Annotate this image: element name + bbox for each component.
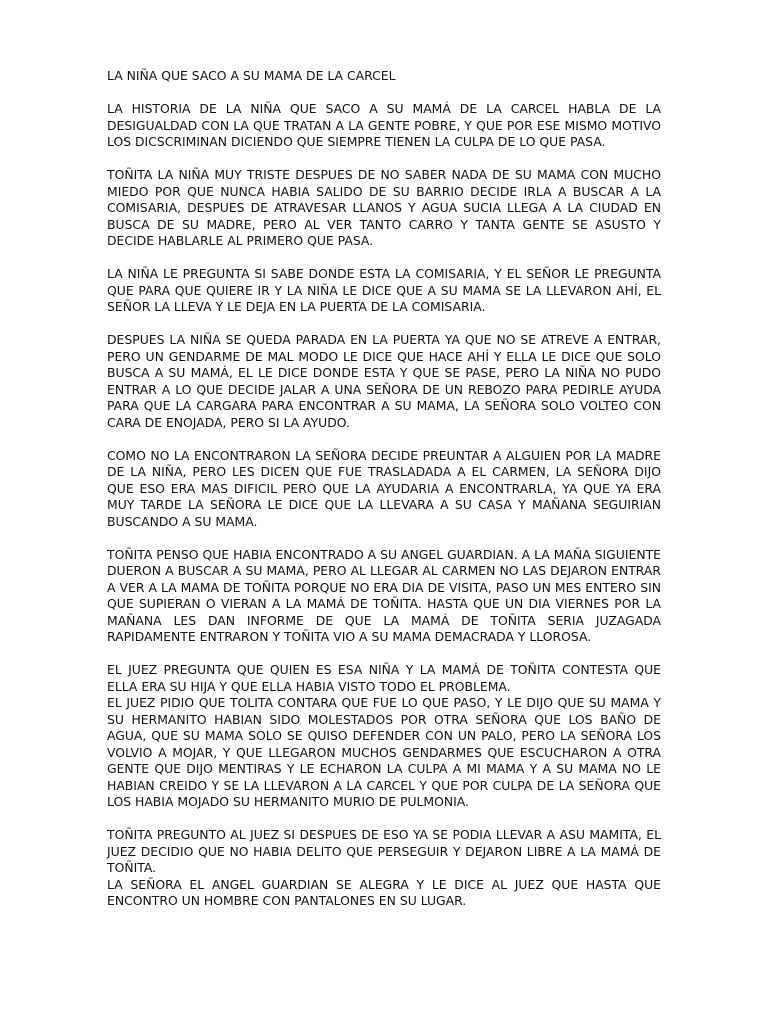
paragraph-intro: LA HISTORIA DE LA NIÑA QUE SACO A SU MAMÁ DE LA CARCEL HABLA DE LA DESIGUALDAD CON LA QUE TRATAN A LA GENTE POBRE, Y QUE POR ESE MISMO MOTIVO LOS DICSCRIMINAN DICIENDO QUE SIEMPRE TIENEN LA CULPA DE LO QUE PASA. xyxy=(107,101,661,149)
paragraph-asks-directions: LA NIÑA LE PREGUNTA SI SABE DONDE ESTA LA COMISARIA, Y EL SEÑOR LE PREGUNTA QUE PARA QUE QUIERE IR Y LA NIÑA LE DICE QUE A SU MAMA SE LA LLEVARON AHÍ, EL SEÑOR LA LLEVA Y LE DEJA EN LA PUERTA DE LA COMISARIA. xyxy=(107,266,661,314)
paragraph-transferred: COMO NO LA ENCONTRARON LA SEÑORA DECIDE PREUNTAR A ALGUIEN POR LA MADRE DE LA NIÑA, PERO LES DICEN QUE FUE TRASLADADA A EL CARMEN, LA SEÑORA DIJO QUE ESO ERA MAS DIFICIL PERO QUE LA AYUDARIA A ENCONTRARLA, YA QUE YA ERA MUY TARDE LA SEÑORA LE DICE QUE LA LLEVARA A SU CASA Y MAÑANA SEGUIRIAN BUSCANDO A SU MAMA. xyxy=(107,447,661,529)
paragraph-tonita-searches: TOÑITA LA NIÑA MUY TRISTE DESPUES DE NO SABER NADA DE SU MAMA CON MUCHO MIEDO POR QUE NUNCA HABIA SALIDO DE SU BARRIO DECIDE IRLA A BUSCAR A LA COMISARIA, DESPUES DE ATRAVESAR LLANOS Y AGUA SUCIA LLEGA A LA CIUDAD EN BUSCA DE SU MADRE, PERO AL VER TANTO CARRO Y TANTA GENTE SE ASUSTO Y DECIDE HABLARLE AL PRIMERO QUE PASA. xyxy=(107,167,661,248)
document-title: LA NIÑA QUE SACO A SU MAMA DE LA CARCEL xyxy=(107,68,396,83)
paragraph-at-the-door: DESPUES LA NIÑA SE QUEDA PARADA EN LA PUERTA YA QUE NO SE ATREVE A ENTRAR, PERO UN GENDARME DE MAL MODO LE DICE QUE HACE AHÍ Y ELLA LE DICE QUE SOLO BUSCA A SU MAMÁ, EL LE DICE DONDE ESTA Y QUE SE PASE, PERO LA NIÑA NO PUDO ENTRAR A LO QUE DECIDE JALAR A UNA SEÑORA DE UN REBOZO PARA PEDIRLE AYUDA PARA QUE LA CARGARA PARA ENCONTRAR A SU MAMA, LA SEÑORA SOLO VOLTEO CON CARA DE ENOJADA, PERO SI LA AYUDO. xyxy=(107,332,661,430)
paragraph-verdict: TOÑITA PREGUNTO AL JUEZ SI DESPUES DE ESO YA SE PODIA LLEVAR A ASU MAMITA, EL JUEZ DECIDIO QUE NO HABIA DELITO QUE PERSEGUIR Y DEJARON LIBRE A LA MAMÁ DE TOÑITA. xyxy=(107,827,661,875)
document-page xyxy=(107,68,661,926)
paragraph-guardian-angel: TOÑITA PENSO QUE HABIA ENCONTRADO A SU ANGEL GUARDIAN. A LA MAÑA SIGUIENTE DUERON A BUSCAR A SU MAMA, PERO AL LLEGAR AL CARMEN NO LAS DEJARON ENTRAR A VER A LA MAMA DE TOÑITA PORQUE NO ERA DIA DE VISITA, PASO UN MES ENTERO SIN QUE SUPIERAN O VIERAN A LA MAMÁ DE TOÑITA. HASTA QUE UN DIA VIERNES POR LA MAÑANA LES DAN INFORME DE QUE LA MAMÁ DE TOÑITA SERIA JUZAGADA RAPIDAMENTE ENTRARON Y TOÑITA VIO A SU MAMA DEMACRADA Y LLOROSA. xyxy=(107,546,661,644)
paragraph-judge-asks: EL JUEZ PREGUNTA QUE QUIEN ES ESA NIÑA Y LA MAMÁ DE TOÑITA CONTESTA QUE ELLA ERA SU HIJA Y QUE ELLA HABIA VISTO TODO EL PROBLEMA. xyxy=(107,662,661,694)
paragraph-ending: LA SEÑORA EL ANGEL GUARDIAN SE ALEGRA Y LE DICE AL JUEZ QUE HASTA QUE ENCONTRO UN HOMBRE CON PANTALONES EN SU LUGAR. xyxy=(107,876,661,908)
paragraph-testimony: EL JUEZ PIDIO QUE TOLITA CONTARA QUE FUE LO QUE PASO, Y LE DIJO QUE SU MAMA Y SU HERMANITO HABIAN SIDO MOLESTADOS POR OTRA SEÑORA QUE LOS BAÑO DE AGUA, QUE SU MAMA SOLO SE QUISO DEFENDER CON UN PALO, PERO LA SEÑORA LOS VOLVIO A MOJAR, Y QUE LLEGARON MUCHOS GENDARMES QUE ESCUCHARON A OTRA GENTE QUE DIJO MENTIRAS Y LE ECHARON LA CULPA A MI MAMA Y A SU MAMA NO LE HABIAN CREIDO Y SE LA LLEVARON A LA CARCEL Y QUE POR CULPA DE LA SEÑORA QUE LOS HABIA MOJADO SU HERMANITO MURIO DE PULMONIA. xyxy=(107,695,661,809)
